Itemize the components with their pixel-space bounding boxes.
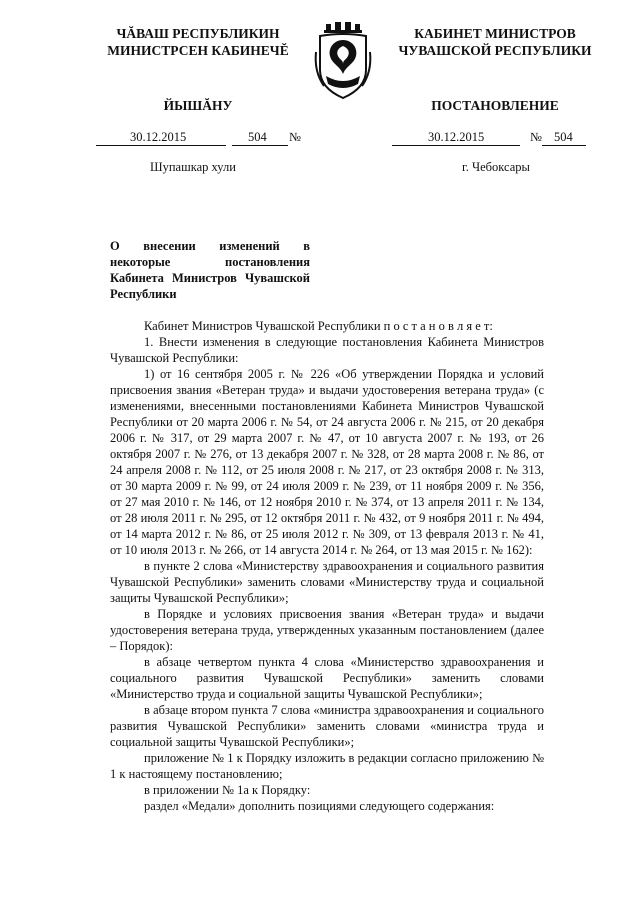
body-paragraph: в пункте 2 слова «Министерству здравоохранения и социального развития Чувашской Республики» заменить словами «Министерству труда и социальной защиты Чувашской Республики»;	[110, 559, 544, 605]
body-paragraph: в приложении № 1а к Порядку:	[144, 783, 311, 797]
body-paragraph: раздел «Медали» дополнить позициями следующего содержания:	[144, 799, 495, 813]
place-left: Шупашкар хули	[150, 160, 236, 174]
left-date: 30.12.2015	[130, 130, 187, 144]
body-paragraph: в абзаце втором пункта 7 слова «министра здравоохранения и социального развития Чувашской Республики» заменить словами «министра труда и социальной защиты Чувашской Республики»;	[110, 703, 544, 749]
place-right: г. Чебоксары	[462, 160, 530, 174]
right-date: 30.12.2015	[428, 130, 485, 144]
left-number: 504	[248, 130, 267, 144]
left-number-sign: №	[289, 130, 301, 144]
body-paragraph: в Порядке и условиях присвоения звания «Ветеран труда» и выдачи удостоверения ветерана труда, утвержденных указанным постановлением (далее – Порядок):	[110, 607, 544, 653]
right-number-sign: №	[530, 130, 542, 144]
body-paragraph: 1) от 16 сентября 2005 г. № 226 «Об утверждении Порядка и условий присвоения звания «Ветеран труда» и выдачи удостоверения ветерана труда» (с изменениями, внесенными постановлениями Кабинета Министров Чувашской Республики от 20 марта 2006 г. № 54, от 24 августа 2006 г. № 215, от 20 декабря 2006 г. № 317, от 29 марта 2007 г. № 47, от 10 августа 2007 г. № 193, от 26 октября 2007 г. № 276, от 13 декабря 2007 г. № 328, от 28 марта 2008 г. № 86, от 24 апреля 2008 г. № 112, от 25 июля 2008 г. № 217, от 23 октября 2008 г. № 313, от 30 марта 2009 г. № 99, от 24 июля 2009 г. № 239, от 11 ноября 2009 г. № 356, от 27 мая 2010 г. № 146, от 12 ноября 2010 г. № 374, от 13 апреля 2011 г. № 134, от 28 июля 2011 г. № 295, от 12 октября 2011 г. № 432, от 9 ноября 2011 г. № 494, от 14 марта 2012 г. № 86, от 25 июля 2012 г. № 309, от 13 февраля 2013 г. № 41, от 10 июля 2013 г. № 266, от 14 августа 2014 г. № 264, от 13 мая 2015 г. № 162):	[110, 367, 544, 557]
body-paragraph: Кабинет Министров Чувашской Республики п о с т а н о в л я е т:	[144, 319, 493, 333]
left-date-number-line	[96, 130, 316, 146]
document-subject: О внесении изменений в некоторые постановления Кабинета Министров Чувашской Республики	[110, 239, 310, 301]
header-right-line2: ЧУВАШСКОЙ РЕСПУБЛИКИ	[398, 43, 592, 58]
document-body	[110, 318, 544, 814]
right-number: 504	[554, 130, 573, 144]
coat-of-arms-emblem	[312, 22, 374, 104]
header-left-line2: МИНИСТРСЕН КАБИНЕЧĔ	[107, 43, 289, 58]
body-paragraph: в абзаце четвертом пункта 4 слова «Министерство здравоохранения и социального развития Чувашской Республики» заменить словами «Министерство труда и социальной защиты Чувашской Республики»;	[110, 655, 544, 701]
doc-type-left: ЙЫШĂНУ	[163, 98, 233, 113]
header-left-title	[88, 25, 308, 59]
body-paragraph: 1. Внести изменения в следующие постановления Кабинета Министров Чувашской Республики:	[110, 335, 544, 365]
header-left-line1: ЧĂВАШ РЕСПУБЛИКИН	[116, 26, 280, 41]
header-right-line1: КАБИНЕТ МИНИСТРОВ	[414, 26, 576, 41]
header-right-title	[380, 25, 610, 59]
body-paragraph: приложение № 1 к Порядку изложить в редакции согласно приложению № 1 к настоящему постановлению;	[110, 751, 544, 781]
right-date-number-line	[392, 130, 612, 146]
doc-type-right: ПОСТАНОВЛЕНИЕ	[431, 98, 559, 113]
